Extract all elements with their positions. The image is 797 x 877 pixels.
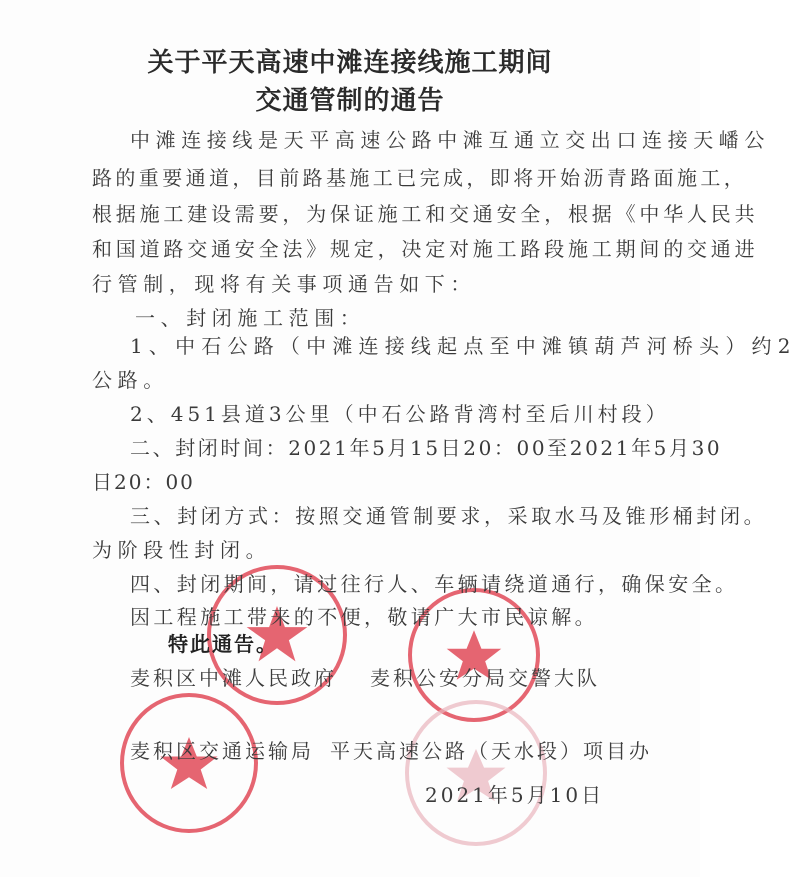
- date: 2021年5月10日: [425, 783, 605, 807]
- body-line: 和国道路交通安全法》规定，决定对施工路段施工期间的交通进: [92, 237, 759, 261]
- body-line: 为阶段性封闭。: [92, 538, 272, 562]
- body-line: 四、封闭期间，请过往行人、车辆请绕道通行，确保安全。: [130, 572, 739, 596]
- body-line: 根据施工建设需要，为保证施工和交通安全，根据《中华人民共: [92, 202, 759, 226]
- body-line: 行管制，现将有关事项通告如下：: [92, 272, 476, 296]
- section-heading: 一、封闭施工范围：: [135, 306, 366, 330]
- body-line: 三、封闭方式：按照交通管制要求，采取水马及锥形桶封闭。: [130, 504, 768, 528]
- closing-text: 特此通告。: [168, 632, 278, 656]
- title-line-2: 交通管制的通告: [255, 86, 445, 116]
- body-line: 中滩连接线是天平高速公路中滩互通立交出口连接天嶓公: [130, 128, 770, 152]
- signatory: 平天高速公路（天水段）项目办: [330, 739, 652, 763]
- body-line: 因工程施工带来的不便，敬请广大市民谅解。: [130, 605, 598, 629]
- title-line-1: 关于平天高速中滩连接线施工期间: [147, 48, 553, 78]
- body-line: 日20：00: [92, 470, 195, 494]
- body-line: 1、中石公路（中滩连接线起点至中滩镇葫芦河桥头）约2: [130, 334, 797, 358]
- signatory: 麦积公安分局交警大队: [370, 666, 600, 690]
- signatory: 麦积区中滩人民政府: [130, 666, 337, 690]
- body-line: 二、封闭时间：2021年5月15日20：00至2021年5月30: [130, 436, 723, 460]
- body-line: 公路。: [92, 368, 169, 392]
- body-line: 2、451县道3公里（中石公路背湾村至后川村段）: [130, 402, 670, 426]
- body-line: 路的重要通道，目前路基施工已完成，即将开始沥青路面施工，: [92, 166, 748, 190]
- official-seal: [405, 700, 547, 846]
- signatory: 麦积区交通运输局: [130, 739, 314, 763]
